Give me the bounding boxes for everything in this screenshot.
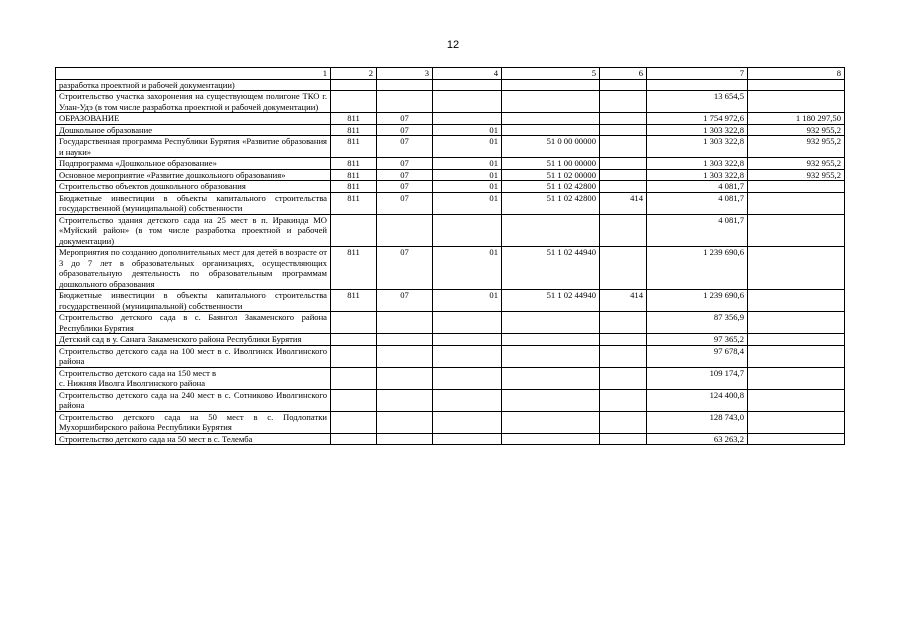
expense-type-cell xyxy=(600,334,647,346)
table-row xyxy=(56,389,845,411)
amount-year-1-cell: 1 303 322,8 xyxy=(647,136,748,158)
article-code-cell xyxy=(502,345,600,367)
admin-code-cell: 811 xyxy=(331,181,377,193)
budget-table-body xyxy=(56,68,845,445)
amount-year-1-cell: 1 303 322,8 xyxy=(647,158,748,170)
admin-code-cell: 811 xyxy=(331,124,377,136)
amount-year-1-cell: 4 081,7 xyxy=(647,181,748,193)
row-name-cell: Строительство детского сада на 50 мест в с. Подлопатки Мухоршибирского района Республики Бурятия xyxy=(56,411,331,433)
amount-year-1-cell: 1 303 322,8 xyxy=(647,169,748,181)
amount-year-1-cell: 124 400,8 xyxy=(647,389,748,411)
row-name-cell: Бюджетные инвестиции в объекты капитального строительства государственной (муниципальной) собственности xyxy=(56,290,331,312)
amount-year-2-cell: 932 955,2 xyxy=(748,169,845,181)
subsection-code-cell xyxy=(433,113,502,125)
expense-type-cell xyxy=(600,136,647,158)
admin-code-cell xyxy=(331,214,377,247)
row-name-cell: Строительство участка захоронения на существующем полигоне ТКО г. Улан-Удэ (в том числе разработка проектной и рабочей документации) xyxy=(56,91,331,113)
expense-type-cell xyxy=(600,124,647,136)
admin-code-cell: 811 xyxy=(331,290,377,312)
table-row xyxy=(56,312,845,334)
amount-year-2-cell xyxy=(748,334,845,346)
amount-year-2-cell xyxy=(748,247,845,290)
amount-year-1-cell: 1 303 322,8 xyxy=(647,124,748,136)
expense-type-cell xyxy=(600,214,647,247)
amount-year-2-cell xyxy=(748,367,845,389)
row-name-cell: Мероприятия по созданию дополнительных мест для детей в возрасте от 3 до 7 лет в образовательных организациях, осуществляющих образовательную деятельность по образовательным программам дошкольного образования xyxy=(56,247,331,290)
column-number: 4 xyxy=(433,68,502,80)
amount-year-2-cell xyxy=(748,91,845,113)
amount-year-1-cell: 109 174,7 xyxy=(647,367,748,389)
section-code-cell xyxy=(377,312,433,334)
section-code-cell: 07 xyxy=(377,181,433,193)
article-code-cell xyxy=(502,79,600,91)
subsection-code-cell xyxy=(433,367,502,389)
amount-year-2-cell: 1 180 297,50 xyxy=(748,113,845,125)
subsection-code-cell xyxy=(433,411,502,433)
table-row xyxy=(56,411,845,433)
admin-code-cell: 811 xyxy=(331,136,377,158)
admin-code-cell xyxy=(331,79,377,91)
subsection-code-cell: 01 xyxy=(433,136,502,158)
page-number: 12 xyxy=(446,39,460,51)
amount-year-2-cell xyxy=(748,79,845,91)
expense-type-cell xyxy=(600,169,647,181)
column-number: 3 xyxy=(377,68,433,80)
admin-code-cell: 811 xyxy=(331,158,377,170)
article-code-cell xyxy=(502,124,600,136)
amount-year-2-cell: 932 955,2 xyxy=(748,158,845,170)
subsection-code-cell: 01 xyxy=(433,247,502,290)
budget-table xyxy=(55,67,845,445)
admin-code-cell: 811 xyxy=(331,247,377,290)
article-code-cell xyxy=(502,411,600,433)
subsection-code-cell: 01 xyxy=(433,169,502,181)
admin-code-cell xyxy=(331,433,377,445)
article-code-cell xyxy=(502,91,600,113)
table-row xyxy=(56,345,845,367)
expense-type-cell xyxy=(600,113,647,125)
subsection-code-cell xyxy=(433,334,502,346)
section-code-cell xyxy=(377,433,433,445)
article-code-cell xyxy=(502,214,600,247)
table-row xyxy=(56,158,845,170)
expense-type-cell xyxy=(600,345,647,367)
amount-year-2-cell xyxy=(748,181,845,193)
section-code-cell: 07 xyxy=(377,113,433,125)
table-row xyxy=(56,247,845,290)
admin-code-cell xyxy=(331,91,377,113)
article-code-cell: 51 1 02 44940 xyxy=(502,247,600,290)
amount-year-2-cell xyxy=(748,433,845,445)
section-code-cell: 07 xyxy=(377,136,433,158)
admin-code-cell: 811 xyxy=(331,192,377,214)
table-row xyxy=(56,367,845,389)
subsection-code-cell xyxy=(433,433,502,445)
expense-type-cell: 414 xyxy=(600,290,647,312)
subsection-code-cell: 01 xyxy=(433,158,502,170)
admin-code-cell: 811 xyxy=(331,169,377,181)
column-number: 8 xyxy=(748,68,845,80)
expense-type-cell xyxy=(600,181,647,193)
expense-type-cell xyxy=(600,247,647,290)
row-name-cell: Строительство объектов дошкольного образования xyxy=(56,181,331,193)
table-row xyxy=(56,136,845,158)
column-number: 7 xyxy=(647,68,748,80)
amount-year-1-cell: 1 239 690,6 xyxy=(647,247,748,290)
admin-code-cell xyxy=(331,367,377,389)
row-name-cell: разработка проектной и рабочей документации) xyxy=(56,79,331,91)
row-name-cell: Государственная программа Республики Бурятия «Развитие образования и науки» xyxy=(56,136,331,158)
article-code-cell xyxy=(502,389,600,411)
table-row xyxy=(56,113,845,125)
table-row xyxy=(56,169,845,181)
expense-type-cell xyxy=(600,433,647,445)
expense-type-cell xyxy=(600,312,647,334)
column-number: 1 xyxy=(56,68,331,80)
row-name-cell: Бюджетные инвестиции в объекты капитального строительства государственной (муниципальной) собственности xyxy=(56,192,331,214)
amount-year-1-cell: 97 678,4 xyxy=(647,345,748,367)
row-name-cell: Детский сад в у. Санага Закаменского района Республики Бурятия xyxy=(56,334,331,346)
amount-year-2-cell xyxy=(748,192,845,214)
section-code-cell xyxy=(377,345,433,367)
amount-year-1-cell: 4 081,7 xyxy=(647,192,748,214)
subsection-code-cell: 01 xyxy=(433,192,502,214)
row-name-cell: Основное мероприятие «Развитие дошкольного образования» xyxy=(56,169,331,181)
article-code-cell: 51 1 02 44940 xyxy=(502,290,600,312)
amount-year-1-cell xyxy=(647,79,748,91)
row-name-cell: Подпрограмма «Дошкольное образование» xyxy=(56,158,331,170)
admin-code-cell xyxy=(331,411,377,433)
expense-type-cell xyxy=(600,389,647,411)
amount-year-2-cell xyxy=(748,345,845,367)
section-code-cell xyxy=(377,214,433,247)
subsection-code-cell xyxy=(433,79,502,91)
section-code-cell: 07 xyxy=(377,247,433,290)
article-code-cell: 51 1 02 00000 xyxy=(502,169,600,181)
section-code-cell: 07 xyxy=(377,290,433,312)
subsection-code-cell xyxy=(433,389,502,411)
subsection-code-cell xyxy=(433,312,502,334)
row-name-cell: Строительство детского сада на 50 мест в с. Телемба xyxy=(56,433,331,445)
amount-year-2-cell xyxy=(748,389,845,411)
column-number: 6 xyxy=(600,68,647,80)
subsection-code-cell: 01 xyxy=(433,124,502,136)
amount-year-1-cell: 128 743,0 xyxy=(647,411,748,433)
article-code-cell xyxy=(502,334,600,346)
article-code-cell xyxy=(502,312,600,334)
expense-type-cell xyxy=(600,158,647,170)
amount-year-1-cell: 87 356,9 xyxy=(647,312,748,334)
subsection-code-cell xyxy=(433,214,502,247)
article-code-cell: 51 0 00 00000 xyxy=(502,136,600,158)
admin-code-cell xyxy=(331,334,377,346)
amount-year-2-cell: 932 955,2 xyxy=(748,136,845,158)
admin-code-cell xyxy=(331,345,377,367)
article-code-cell xyxy=(502,113,600,125)
amount-year-2-cell xyxy=(748,290,845,312)
table-row xyxy=(56,91,845,113)
section-code-cell xyxy=(377,79,433,91)
column-number: 2 xyxy=(331,68,377,80)
article-code-cell xyxy=(502,367,600,389)
amount-year-1-cell: 1 754 972,6 xyxy=(647,113,748,125)
table-row xyxy=(56,214,845,247)
admin-code-cell xyxy=(331,312,377,334)
table-row xyxy=(56,334,845,346)
section-code-cell xyxy=(377,91,433,113)
section-code-cell xyxy=(377,334,433,346)
admin-code-cell xyxy=(331,389,377,411)
amount-year-1-cell: 4 081,7 xyxy=(647,214,748,247)
section-code-cell: 07 xyxy=(377,124,433,136)
column-number: 5 xyxy=(502,68,600,80)
section-code-cell: 07 xyxy=(377,158,433,170)
row-name-cell: Строительство детского сада на 150 мест в с. Нижняя Иволга Иволгинского района xyxy=(56,367,331,389)
section-code-cell: 07 xyxy=(377,192,433,214)
amount-year-1-cell: 1 239 690,6 xyxy=(647,290,748,312)
amount-year-1-cell: 97 365,2 xyxy=(647,334,748,346)
subsection-code-cell: 01 xyxy=(433,290,502,312)
article-code-cell: 51 1 02 42800 xyxy=(502,192,600,214)
row-name-cell: Строительство детского сада в с. Баянгол Закаменского района Республики Бурятия xyxy=(56,312,331,334)
amount-year-1-cell: 63 263,2 xyxy=(647,433,748,445)
section-code-cell xyxy=(377,389,433,411)
row-name-cell: Строительство детского сада на 240 мест в с. Сотниково Иволгинского района xyxy=(56,389,331,411)
expense-type-cell: 414 xyxy=(600,192,647,214)
amount-year-2-cell: 932 955,2 xyxy=(748,124,845,136)
amount-year-2-cell xyxy=(748,214,845,247)
table-row xyxy=(56,181,845,193)
amount-year-2-cell xyxy=(748,312,845,334)
amount-year-2-cell xyxy=(748,411,845,433)
table-row xyxy=(56,290,845,312)
row-name-cell: Строительство здания детского сада на 25 мест в п. Иракинда МО «Муйский район» (в том числе разработка проектной и рабочей документации) xyxy=(56,214,331,247)
table-row xyxy=(56,433,845,445)
row-name-cell: Дошкольное образование xyxy=(56,124,331,136)
expense-type-cell xyxy=(600,91,647,113)
section-code-cell: 07 xyxy=(377,169,433,181)
table-row xyxy=(56,192,845,214)
subsection-code-cell xyxy=(433,345,502,367)
subsection-code-cell: 01 xyxy=(433,181,502,193)
table-row xyxy=(56,79,845,91)
row-name-cell: ОБРАЗОВАНИЕ xyxy=(56,113,331,125)
amount-year-1-cell: 13 654,5 xyxy=(647,91,748,113)
table-row xyxy=(56,124,845,136)
row-name-cell: Строительство детского сада на 100 мест в с. Иволгинск Иволгинского района xyxy=(56,345,331,367)
expense-type-cell xyxy=(600,367,647,389)
expense-type-cell xyxy=(600,411,647,433)
expense-type-cell xyxy=(600,79,647,91)
article-code-cell: 51 1 00 00000 xyxy=(502,158,600,170)
article-code-cell: 51 1 02 42800 xyxy=(502,181,600,193)
column-number-row xyxy=(56,68,845,80)
admin-code-cell: 811 xyxy=(331,113,377,125)
section-code-cell xyxy=(377,367,433,389)
section-code-cell xyxy=(377,411,433,433)
article-code-cell xyxy=(502,433,600,445)
subsection-code-cell xyxy=(433,91,502,113)
